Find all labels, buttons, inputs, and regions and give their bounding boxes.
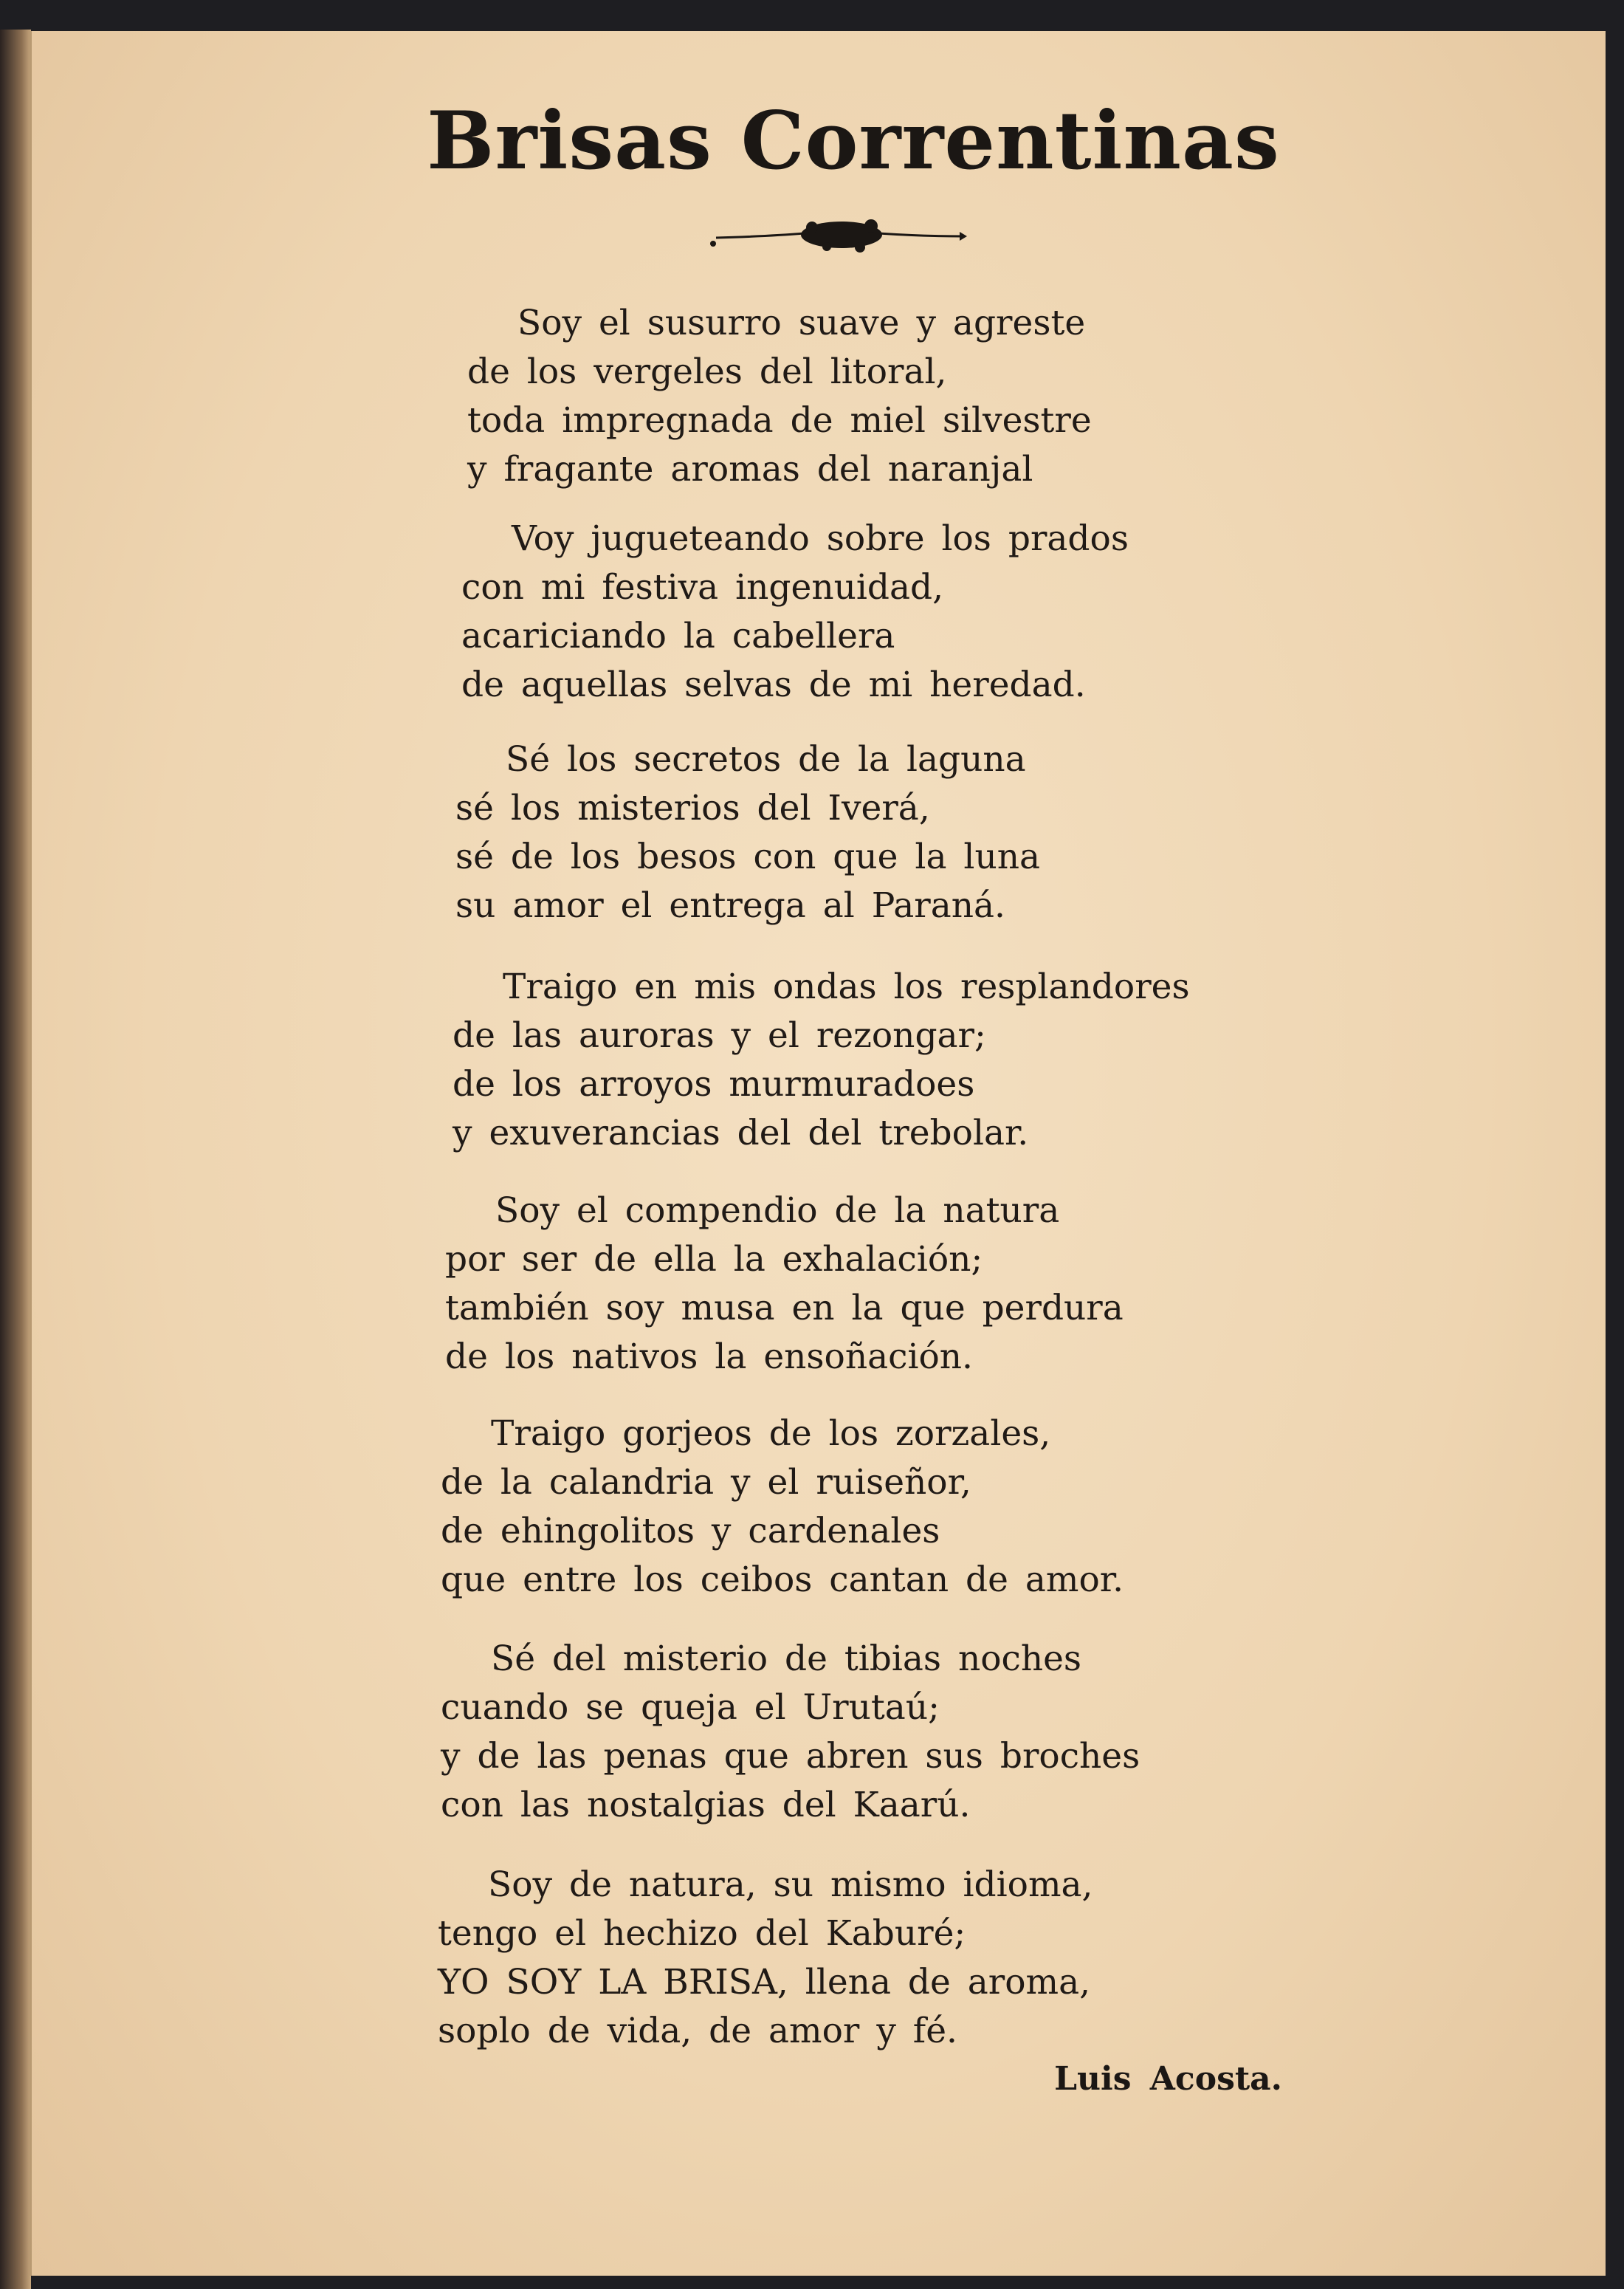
poem-title: Brisas Correntinas [427,95,1280,188]
ornament-flourish-icon [709,214,974,258]
verse-line: Soy el compendio de la natura [495,1190,1060,1231]
verse-line: por ser de ella la exhalación; [445,1239,983,1280]
stanza [453,963,1190,1158]
stanza [441,1410,1124,1605]
verse-line: cuando se queja el Urutaú; [441,1687,940,1728]
verse-line: Traigo gorjeos de los zorzales, [491,1413,1051,1454]
verse-line: de los arroyos murmuradoes [453,1064,975,1105]
stanza [441,1635,1140,1830]
verse-line: de los vergeles del litoral, [467,351,947,392]
verse-line: Sé del misterio de tibias noches [491,1638,1082,1679]
verse-line: también soy musa en la que perdura [445,1288,1124,1328]
verse-line: Soy de natura, su mismo idioma, [488,1864,1093,1905]
verse-line: de ehingolitos y cardenales [441,1511,940,1551]
verse-line: Soy el susurro suave y agreste [517,303,1086,343]
verse-line: y de las penas que abren sus broches [441,1736,1140,1777]
stanza [445,1187,1124,1382]
stanza [467,299,1092,494]
verse-line: de aquellas selvas de mi heredad. [461,665,1086,705]
stanza [461,515,1129,710]
verse-line: con las nostalgias del Kaarú. [441,1785,971,1825]
verse-line: Sé los secretos de la laguna [506,739,1026,780]
verse-line: acariciando la cabellera [461,616,895,656]
verse-line: y exuverancias del del trebolar. [453,1113,1029,1153]
verse-line: YO SOY LA BRISA, llena de aroma, [438,1962,1091,2003]
author-signature: Luis Acosta. [1054,2060,1282,2098]
verse-line: de las auroras y el rezongar; [453,1015,986,1056]
verse-line: de la calandria y el ruiseñor, [441,1462,971,1503]
book-spine [0,30,31,2289]
verse-line: Voy jugueteando sobre los prados [512,518,1129,559]
verse-line: soplo de vida, de amor y fé. [438,2011,957,2051]
verse-line: sé los misterios del Iverá, [455,788,930,828]
verse-line: toda impregnada de miel silvestre [467,400,1092,441]
stanza [438,1861,1093,2056]
verse-line: con mi festiva ingenuidad, [461,567,944,608]
verse-line: sé de los besos con que la luna [455,837,1041,877]
verse-line: y fragante aromas del naranjal [467,449,1033,490]
verse-line: Traigo en mis ondas los resplandores [503,967,1190,1007]
verse-line: de los nativos la ensoñación. [445,1336,973,1377]
verse-line: que entre los ceibos cantan de amor. [441,1559,1124,1600]
stanza [455,735,1040,930]
verse-line: su amor el entrega al Paraná. [455,885,1005,926]
verse-line: tengo el hechizo del Kaburé; [438,1913,966,1954]
